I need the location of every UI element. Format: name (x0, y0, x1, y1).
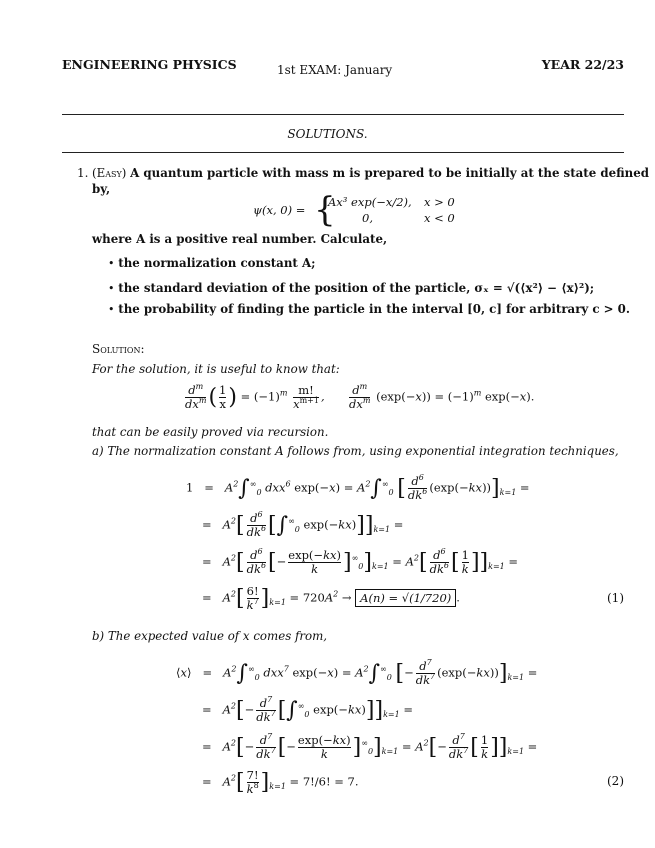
eq2-line1: ⟨x⟩ = $A^2\int^\infty_0$ dxx$^7$ $\exp(-x) = A^2\int^\infty_0$ [− $\frac{d^7}{dk^7}$ $(\exp(-kx))]_{k=1}$ = (176, 658, 538, 687)
task-text: the normalization constant A; (118, 256, 316, 270)
case2-cond: x < 0 (424, 211, 455, 225)
statement-text: A quantum particle with mass m is prepared to be initially at the state defined (130, 166, 650, 180)
case1-expr: Ax³ exp(−x/2), (328, 195, 412, 209)
identity-left: $\frac{d^m}{dx^m}$ ( $\frac{1}{x}$ ) = $(-1)^m$ $\frac{m!}{x^{m+1}}$ , (185, 382, 325, 411)
task-item (108, 281, 594, 295)
bullet-icon: • (108, 257, 115, 270)
recursion-note: that can be easily proved via recursion. (92, 425, 329, 439)
eq1-line2: = $A^2$[ $\frac{d^6}{dk^6}$ [$\int^\infty_0$ $\exp(-kx)]]_{k=1}$ = (202, 510, 404, 539)
bullet-icon: • (108, 282, 115, 295)
brace-icon: { (314, 190, 336, 230)
task-item (108, 302, 630, 316)
eq2-line4: = $A^2$[ $\frac{7!}{k^8}$ ]$_{k=1} = 7!/6$! = 7. (202, 768, 359, 796)
exam-title: 1st EXAM: January (277, 63, 393, 77)
year-label: YEAR 22/23 (541, 57, 624, 72)
eq1-line1: $1 = A^2\int^\infty_0$ dxx$^6$ $\exp(-x) = A^2\int^\infty_0$ [ $\frac{d^6}{dk^6}$ $(\exp(-kx))]_{k=1}$ = (186, 473, 530, 502)
case1-cond: x > 0 (424, 195, 455, 209)
eq1-line4: = $A^2$[ $\frac{6!}{k^7}$ ]$_{k=1} = 720A^2 \to A(n) = √(1/720)$ . (202, 584, 460, 612)
where-text: where A is a positive real number. Calculate, (92, 232, 388, 246)
problem-number: 1. (77, 166, 89, 180)
eq2-line2: = $A^2[-$ $\frac{d^7}{dk^7}$ [$\int^\infty_0$ $\exp(-kx)]]_{k=1}$ = (202, 695, 414, 724)
eq2-number: (2) (607, 774, 624, 788)
result-b: 7!/6! = 7. (302, 774, 359, 789)
task-text: the probability of finding the particle in the interval [0, c] for arbitrary c > 0. (118, 302, 630, 316)
part-a-text: a) The normalization constant A follows from, using exponential integration techniques, (92, 444, 619, 458)
eq1-number: (1) (607, 591, 624, 605)
course-title: ENGINEERING PHYSICS (62, 57, 237, 72)
solution-intro: For the solution, it is useful to know that: (92, 362, 340, 376)
result-a-box: A(n) = √(1/720) (355, 589, 456, 607)
task-text: the standard deviation of the position of the particle, σₓ = √(⟨x²⟩ − ⟨x⟩²); (118, 281, 595, 295)
case2-expr: 0, (362, 211, 373, 225)
bullet-icon: • (108, 303, 115, 316)
eq1-line3: = $A^2$[ $\frac{d^6}{dk^6}$ [− $\frac{\exp(-kx)}{k}$ ]$^\infty_0]_{k=1} = A^2$[ $\frac{d^6}{dk^6}$ [ $\frac{1}{k}$ ]]$_{k=1}$ = (202, 547, 519, 576)
part-b-text: b) The expected value of x comes from, (92, 629, 328, 643)
solution-heading: Solution: (92, 342, 145, 356)
identity-right: $\frac{d^m}{dx^m}$ $(\exp(-x)) = (-1)^m$ exp(−x). (349, 382, 535, 411)
difficulty-label: (Easy) (92, 166, 127, 180)
problem-statement (92, 166, 649, 180)
statement-continued: by, (92, 182, 111, 196)
eq2-line3: = $A^2[-$ $\frac{d^7}{dk^7}$ [− $\frac{\exp(-kx)}{k}$ ]$^\infty_0]_{k=1} = A^2[-$ $\frac{d^7}{dk^7}$ [ $\frac{1}{k}$ ]]$_{k=1}$ = (202, 732, 538, 761)
task-item (108, 256, 315, 270)
wavefunction-lhs: ψ(x, 0) = (253, 203, 306, 217)
top-rule (62, 114, 624, 115)
bottom-rule (62, 152, 624, 153)
section-title: SOLUTIONS. (287, 127, 368, 141)
